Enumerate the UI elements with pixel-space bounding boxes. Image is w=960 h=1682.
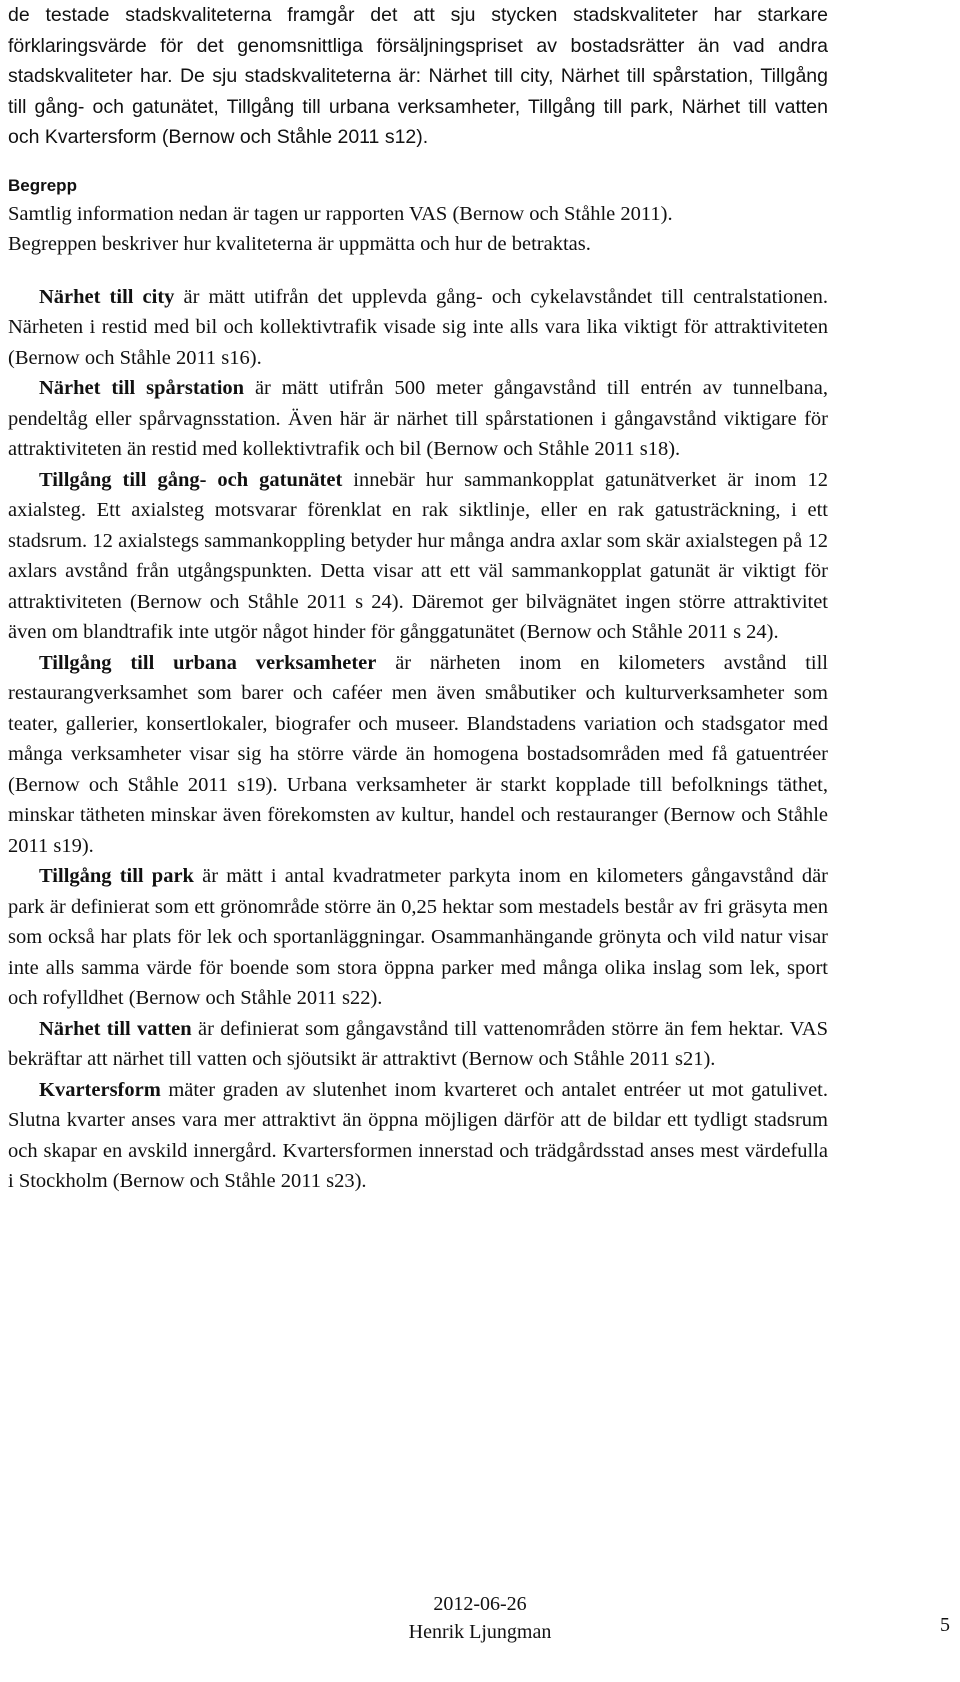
definition-paragraph [8, 1075, 828, 1197]
definition-text: innebär hur sammankopplat gatunätverket är inom 12 axialsteg. Ett axialsteg motsvarar förenklat en rak siktlinje, eller en rak gatusträckning, i ett stadsrum. 12 axialstegs sammankoppling betyder hur många andra axlar som skär axialstegen på 12 axlars avstånd från utgångspunkten. Detta visar att ett väl sammankopplat gatunät är viktigt för attraktiviteten (Bernow och Ståhle 2011 s 24). Däremot ger bilvägnätet ingen större attraktivitet även om blandtrafik inte utgör något hinder för gånggatunätet (Bernow och Ståhle 2011 s 24). [8, 468, 828, 643]
definition-paragraph [8, 282, 828, 374]
definition-term: Tillgång till urbana verksamheter [39, 651, 377, 674]
page-number: 5 [940, 1614, 950, 1636]
page-footer [0, 1590, 960, 1646]
definition-paragraph [8, 373, 828, 465]
footer-date: 2012-06-26 [433, 1593, 527, 1615]
definition-text: är närheten inom en kilometers avstånd till restaurangverksamhet som barer och caféer men även småbutiker och kulturverksamheter som teater, gallerier, konsertlokaler, biografer och museer. Blandstadens variation och stadsgator med många verksamheter visar sig ha större värde än homogena bostadsområden med få gatuentréer (Bernow och Ståhle 2011 s19). Urbana verksamheter är starkt kopplade till befolknings täthet, minskar tätheten minskar även förekomsten av kultur, handel och restauranger (Bernow och Ståhle 2011 s19). [8, 651, 828, 857]
definition-term: Tillgång till gång- och gatunätet [39, 468, 343, 491]
definition-term: Närhet till spårstation [39, 377, 245, 399]
section-intro [8, 199, 828, 260]
definition-term: Kvartersform [39, 1078, 161, 1101]
footer-author: Henrik Ljungman [408, 1621, 552, 1643]
section-intro-line: Samtlig information nedan är tagen ur rapporten VAS (Bernow och Ståhle 2011). [8, 202, 673, 225]
definition-text: är mätt utifrån det upplevda gång- och cykelavståndet till centralstationen. Närheten i restid med bil och kollektivtrafik visade sig inte alls vara lika viktigt för attraktiviteten (Bernow och Ståhle 2011 s16). [8, 285, 829, 369]
definition-paragraph [8, 1014, 828, 1075]
definition-text: är mätt i antal kvadratmeter parkyta inom en kilometers gångavstånd där park är definierat som ett grönområde större än 0,25 hektar som mestadels består av fri gräsyta men som också har plats för lek och sportanläggningar. Osammanhängande grönyta och vild natur visar inte alls samma värde för boende som stora öppna parker med många olika inslag som lek, sport och rofylldhet (Bernow och Ståhle 2011 s22). [8, 865, 829, 1009]
definition-paragraph [8, 465, 828, 648]
intro-paragraph: de testade stadskvaliteterna framgår det att sju stycken stadskvaliteter har starkare förklaringsvärde för det genomsnittliga försäljningspriset av bostadsrätter än vad andra stadskvaliteter har. De sju stadskvaliteterna är: Närhet till city, Närhet till spårstation, Tillgång till gång- och gatunätet, Tillgång till urbana verksamheter, Tillgång till park, Närhet till vatten och Kvartersform (Bernow och Ståhle 2011 s12). [8, 4, 828, 148]
document-page [8, 0, 828, 1197]
definition-term: Tillgång till park [39, 865, 194, 887]
definitions-list [8, 282, 828, 1197]
definition-term: Närhet till vatten [39, 1017, 192, 1040]
definition-text: mäter graden av slutenhet inom kvarteret och antalet entréer ut mot gatulivet. Slutna kvarter anses vara mer attraktivt än öppna möjligen därför att de bildar ett tydligt stadsrum och skapar en avskild innergård. Kvartersformen innerstad och trädgårdsstad anses mest värdefulla i Stockholm (Bernow och Ståhle 2011 s23). [8, 1078, 828, 1192]
definition-text: är mätt utifrån 500 meter gångavstånd till entrén av tunnelbana, pendeltåg eller spårvagnsstation. Även här är närhet till spårstationen i gångavstånd viktigare för attraktiviteten än restid med kollektivtrafik och bil (Bernow och Ståhle 2011 s18). [8, 377, 828, 460]
section-intro-line: Begreppen beskriver hur kvaliteterna är uppmätta och hur de betraktas. [8, 233, 591, 255]
definition-paragraph [8, 861, 828, 1014]
spacer [8, 260, 828, 282]
section-heading: Begrepp [8, 175, 77, 195]
definition-paragraph [8, 648, 828, 862]
definition-text: är definierat som gångavstånd till vattenområden större än fem hektar. VAS bekräftar att närhet till vatten och sjöutsikt är attraktivt (Bernow och Ståhle 2011 s21). [8, 1017, 828, 1070]
definition-term: Närhet till city [39, 285, 175, 308]
